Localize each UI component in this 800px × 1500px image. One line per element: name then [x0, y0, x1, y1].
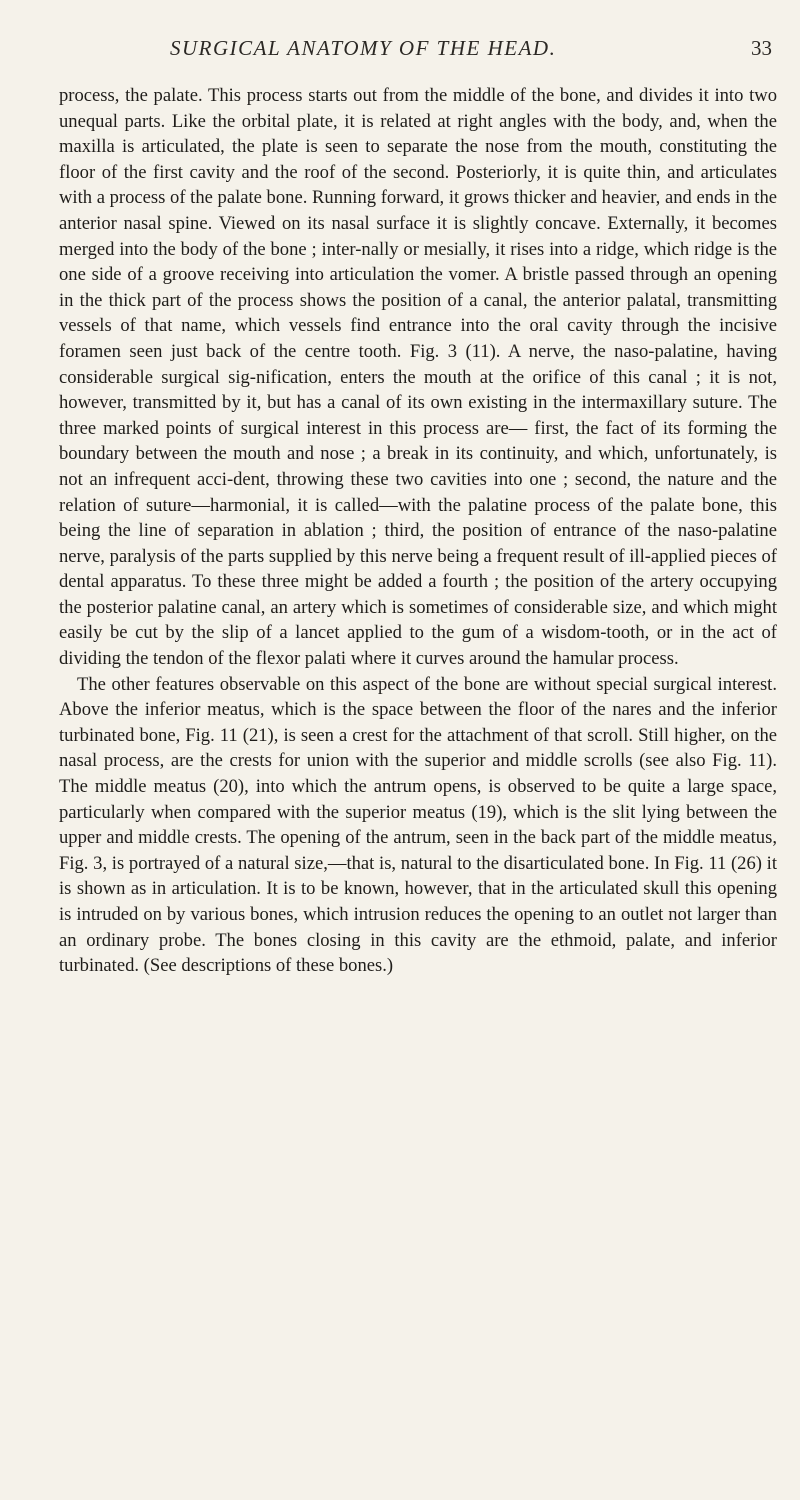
- paragraph-palatine-process: process, the palate. This process starts out from the middle of the bone, and divides it into two unequal parts. Like the orbital plate, it is related at right angles with the body, and, when the maxilla is articulated, the plate is seen to separate the nose from the mouth, constituting the floor of the first cavity and the roof of the second. Posteriorly, it is quite thin, and articulates with a process of the palate bone. Running forward, it grows thicker and heavier, and ends in the anterior nasal spine. Viewed on its nasal surface it is slightly concave. Externally, it becomes merged into the body of the bone ; inter-nally or mesially, it rises into a ridge, which ridge is the one side of a groove receiving into articulation the vomer. A bristle passed through an opening in the thick part of the process shows the position of a canal, the anterior palatal, transmitting vessels of that name, which vessels find entrance into the oral cavity through the incisive foramen seen just back of the centre tooth. Fig. 3 (11). A nerve, the naso-palatine, having considerable surgical sig-nification, enters the mouth at the orifice of this canal ; it is not, however, transmitted by it, but has a canal of its own existing in the intermaxillary suture. The three marked points of surgical interest in this process are— first, the fact of its forming the boundary between the mouth and nose ; a break in its continuity, and which, unfortunately, is not an infrequent acci-dent, throwing these two cavities into one ; second, the nature and the relation of suture—harmonial, it is called—with the palatine process of the palate bone, this being the line of separation in ablation ; third, the position of entrance of the naso-palatine nerve, paralysis of the parts supplied by this nerve being a frequent result of ill-applied pieces of dental apparatus. To these three might be added a fourth ; the position of the artery occupying the posterior palatine canal, an artery which is sometimes of considerable size, and which might easily be cut by the slip of a lancet applied to the gum of a wisdom-tooth, or in the act of dividing the tendon of the flexor palati where it curves around the hamular process.: [59, 85, 778, 670]
- running-head: [62, 36, 772, 66]
- page-number: 33: [751, 36, 772, 60]
- paragraph-other-features: The other features observable on this aspect of the bone are without special surgical interest. Above the inferior meatus, which is the space between the floor of the nares and the inferior turbinated bone, Fig. 11 (21), is seen a crest for the attachment of that scroll. Still higher, on the nasal process, are the crests for union with the superior and middle scrolls (see also Fig. 11). The middle meatus (20), into which the antrum opens, is observed to be quite a large space, particularly when compared with the superior meatus (19), which is the slit lying between the upper and middle crests. The opening of the antrum, seen in the back part of the middle meatus, Fig. 3, is portrayed of a natural size,—that is, natural to the disarticulated bone. In Fig. 11 (26) it is shown as in articulation. It is to be known, however, that in the articulated skull this opening is intruded on by various bones, which intrusion reduces the opening to an outlet not larger than an ordinary probe. The bones closing in this cavity are the ethmoid, palate, and inferior turbinated. (See descriptions of these bones.): [59, 673, 777, 977]
- running-title: SURGICAL ANATOMY OF THE HEAD.: [170, 36, 557, 60]
- body-text: [59, 83, 777, 979]
